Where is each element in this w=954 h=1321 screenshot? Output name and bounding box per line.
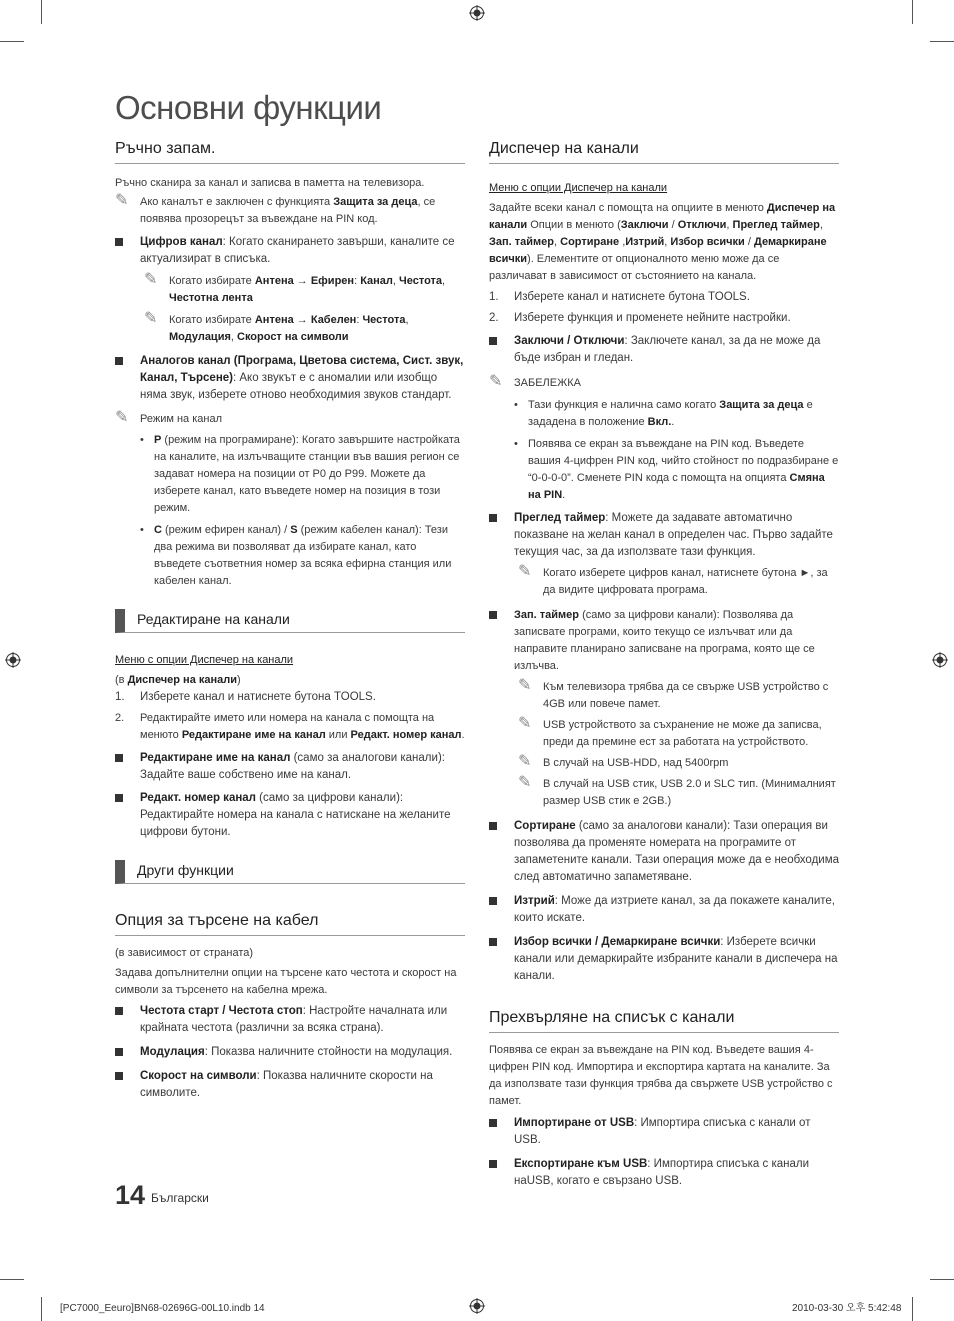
note-channel-mode: ✎ Режим на канал bbox=[115, 409, 223, 426]
pencil-note-icon: ✎ bbox=[489, 373, 503, 390]
bullet-timer-viewing: Преглед таймер: Можете да задавате автоматично показване на желан канал в определен час. Първо задайте текущия час, за да използвате тази функция. bbox=[489, 510, 839, 561]
note: ✎ Към телевизора трябва да се свърже USB устройство с 4GB или повече памет. bbox=[518, 677, 829, 710]
bullet-digital-channel: Цифров канал: Когато сканирането завърши, каналите се актуализират в списъка. bbox=[115, 234, 465, 268]
registration-mark-icon bbox=[5, 652, 21, 668]
dot-item-c-s-mode: • C (режим ефирен канал) / S (режим кабелен канал): Тези два режима ви позволяват да избирате канал, като въведете съответния номер за всяка ефирна станция или кабелен канал. bbox=[140, 524, 452, 587]
crop-mark bbox=[41, 1297, 42, 1321]
crop-mark bbox=[930, 1279, 954, 1280]
section-title-manual-store: Ръчно запам. bbox=[115, 138, 465, 164]
square-bullet-icon bbox=[115, 1072, 123, 1080]
square-bullet-icon bbox=[489, 337, 497, 345]
crop-mark bbox=[912, 1297, 913, 1321]
note: ✎ USB устройството за съхранение не може да записва, преди да премине ест за работата на устройството. bbox=[518, 715, 822, 748]
bullet-edit-channel-number: Редакт. номер канал (само за цифрови канали): Редактирайте номера на канала с натискане на желаните цифрови бутони. bbox=[115, 790, 465, 841]
square-bullet-icon bbox=[115, 794, 123, 802]
page-language: Български bbox=[151, 1191, 209, 1205]
bullet-symbol-rate: Скорост на символи: Показва наличните скорости на символите. bbox=[115, 1068, 465, 1102]
bullet-edit-channel-name: Редактиране име на канал (само за аналогови канали): Задайте ваше собствено име на канал. bbox=[115, 750, 465, 784]
crop-mark bbox=[41, 0, 42, 24]
square-bullet-icon bbox=[115, 1048, 123, 1056]
page-footer bbox=[115, 1180, 209, 1210]
square-bullet-icon bbox=[489, 611, 497, 619]
square-bullet-icon bbox=[115, 1007, 123, 1015]
note: ✎ Когато избирате Антена → Ефирен: Канал, Честота, Честотна лента bbox=[144, 271, 446, 304]
square-bullet-icon bbox=[115, 238, 123, 246]
bullet-analog-channel: Аналогов канал (Програма, Цветова система, Сист. звук, Канал, Търсене): Ако звукът е с аномалии или изобщо няма звук, изберете отново необходимия звуков стандарт. bbox=[115, 353, 465, 404]
dot-item-p-mode: • P (режим на програмиране): Когато завършите настройката на каналите, на излъчващите станции във вашия регион се задават номера на позиции от P0 до P99. Можете да изберете канал, като въведете номер на позиция в този режим. bbox=[140, 434, 460, 514]
pencil-note-icon: ✎ bbox=[115, 192, 129, 209]
pencil-note-icon: ✎ bbox=[518, 753, 532, 770]
print-file-info: [PC7000_Eeuro]BN68-02696G-00L10.indb 14 bbox=[60, 1303, 265, 1314]
square-bullet-icon bbox=[115, 357, 123, 365]
square-bullet-icon bbox=[489, 938, 497, 946]
subsection-title-edit-channels: Редактиране на канали bbox=[115, 609, 465, 633]
right-column bbox=[489, 138, 839, 1190]
subsection-title-other-functions: Други функции bbox=[115, 860, 465, 884]
dot-item-pin: • Появява се екран за въвеждане на PIN код. Въведете вашия 4-цифрен PIN код, чийто стойност по подразбиране е “0-0-0-0”. Сменете PIN кода с помощта на опцията Смяна на PIN. bbox=[514, 438, 839, 501]
edit-context: (в Диспечер на канали) bbox=[115, 674, 241, 686]
print-date: 2010-03-30 오후 5:42:48 bbox=[792, 1303, 902, 1314]
bullet-modulation: Модулация: Показва наличните стойности на модулация. bbox=[115, 1044, 465, 1061]
menu-link-channel-manager[interactable]: Меню с опции Диспечер на канали bbox=[115, 654, 294, 666]
note: ✎ В случай на USB стик, USB 2.0 и SLC тип. (Минималният размер USB стик е 2GB.) bbox=[518, 774, 836, 807]
step-2: 2. Изберете функция и променете нейните настройки. bbox=[489, 312, 791, 324]
registration-mark-icon bbox=[469, 1298, 485, 1314]
bullet-export-usb: Експортиране към USB: Импортира списъка с канали наUSB, когато е свързано USB. bbox=[489, 1156, 839, 1190]
pencil-note-icon: ✎ bbox=[115, 409, 129, 426]
cable-intro: Задава допълнителни опции на търсене като честота и скорост на символи за търсенето на кабелна мрежа. bbox=[115, 967, 457, 996]
bullet-import-usb: Импортиране от USB: Импортира списъка с канали от USB. bbox=[489, 1115, 839, 1149]
cable-region-note: (в зависимост от страната) bbox=[115, 947, 254, 959]
page-title: Основни функции bbox=[115, 89, 382, 126]
left-column bbox=[115, 138, 465, 1102]
bullet-record-timer: Зап. таймер (само за цифрови канали): Позволява да записвате програми, които текущо се излъчват или да направите планирано записване на програма, която ще се излъчва. bbox=[489, 607, 839, 675]
pencil-note-icon: ✎ bbox=[144, 271, 158, 288]
note: ✎ В случай на USB-HDD, над 5400rpm bbox=[518, 753, 729, 770]
menu-link-channel-manager[interactable]: Меню с опции Диспечер на канали bbox=[489, 182, 668, 194]
transfer-intro: Появява се екран за въвеждане на PIN код. Въведете вашия 4-цифрен PIN код. Импортира и експортира картата на каналите. За да използвате тази функция трябва да свържете USB устройство с памет. bbox=[489, 1044, 833, 1107]
crop-mark bbox=[0, 1279, 24, 1280]
pencil-note-icon: ✎ bbox=[518, 715, 532, 732]
crop-mark bbox=[930, 41, 954, 42]
section-title-cable-search: Опция за търсене на кабел bbox=[115, 910, 465, 936]
step-2: 2. Редактирайте името или номера на канала с помощта на менюто Редактиране име на канал или Редакт. номер канал. bbox=[115, 712, 465, 741]
step-1: 1. Изберете канал и натиснете бутона TOOLS. bbox=[489, 291, 750, 303]
bullet-sort: Сортиране (само за аналогови канали): Тази операция ви позволява да променяте номерата на програмите от запаметените канали. Тази операция може да е необходима след автоматично запаметяване. bbox=[489, 818, 839, 886]
square-bullet-icon bbox=[489, 822, 497, 830]
pencil-note-icon: ✎ bbox=[518, 677, 532, 694]
registration-mark-icon bbox=[469, 5, 485, 21]
bullet-lock-unlock: Заключи / Отключи: Заключете канал, за да не може да бъде избран и гледан. bbox=[489, 333, 839, 367]
channel-manager-intro: Задайте всеки канал с помощта на опциите в менюто Диспечер на канали Опции в менюто (Заключи / Отключи, Преглед таймер, Зап. таймер, Сортиране ,Изтрий, Избор всички / Демаркиране всички). Елементите от опционалното меню може да се различават в зависимост от състоянието на канала. bbox=[489, 202, 836, 282]
note: ✎ Когато избирате Антена → Кабелен: Честота, Модулация, Скорост на символи bbox=[144, 310, 409, 343]
page-number: 14 bbox=[115, 1180, 146, 1210]
note-heading: ✎ ЗАБЕЛЕЖКА bbox=[489, 373, 581, 390]
square-bullet-icon bbox=[489, 897, 497, 905]
section-title-channel-manager: Диспечер на канали bbox=[489, 138, 839, 164]
registration-mark-icon bbox=[932, 652, 948, 668]
square-bullet-icon bbox=[489, 514, 497, 522]
step-1: 1. Изберете канал и натиснете бутона TOOLS. bbox=[115, 691, 376, 703]
note: ✎ Когато изберете цифров канал, натиснете бутона ►, за да видите цифровата програма. bbox=[518, 563, 828, 596]
square-bullet-icon bbox=[115, 754, 123, 762]
note: ✎ Ако каналът е заключен с функцията Защита за деца, се появява прозорецът за въвеждане на PIN код. bbox=[115, 192, 436, 225]
pencil-note-icon: ✎ bbox=[518, 774, 532, 791]
bullet-frequency: Честота старт / Честота стоп: Настройте началната или крайната честота (различни за всяка страна). bbox=[115, 1003, 465, 1037]
bullet-delete: Изтрий: Може да изтриете канал, за да покажете каналите, които искате. bbox=[489, 893, 839, 927]
pencil-note-icon: ✎ bbox=[518, 563, 532, 580]
crop-mark bbox=[0, 41, 24, 42]
bullet-select-all: Избор всички / Демаркиране всички: Изберете всички канали или демаркирайте избраните канали в диспечера на канали. bbox=[489, 934, 839, 985]
section-title-transfer-channel-list: Прехвърляне на списък с канали bbox=[489, 1007, 839, 1033]
square-bullet-icon bbox=[489, 1119, 497, 1127]
pencil-note-icon: ✎ bbox=[144, 310, 158, 327]
square-bullet-icon bbox=[489, 1160, 497, 1168]
crop-mark bbox=[912, 0, 913, 24]
dot-item-child-lock: • Тази функция е налична само когато Защита за деца е зададена в положение Вкл.. bbox=[514, 399, 813, 428]
manual-store-intro: Ръчно сканира за канал и записва в паметта на телевизора. bbox=[115, 177, 425, 189]
